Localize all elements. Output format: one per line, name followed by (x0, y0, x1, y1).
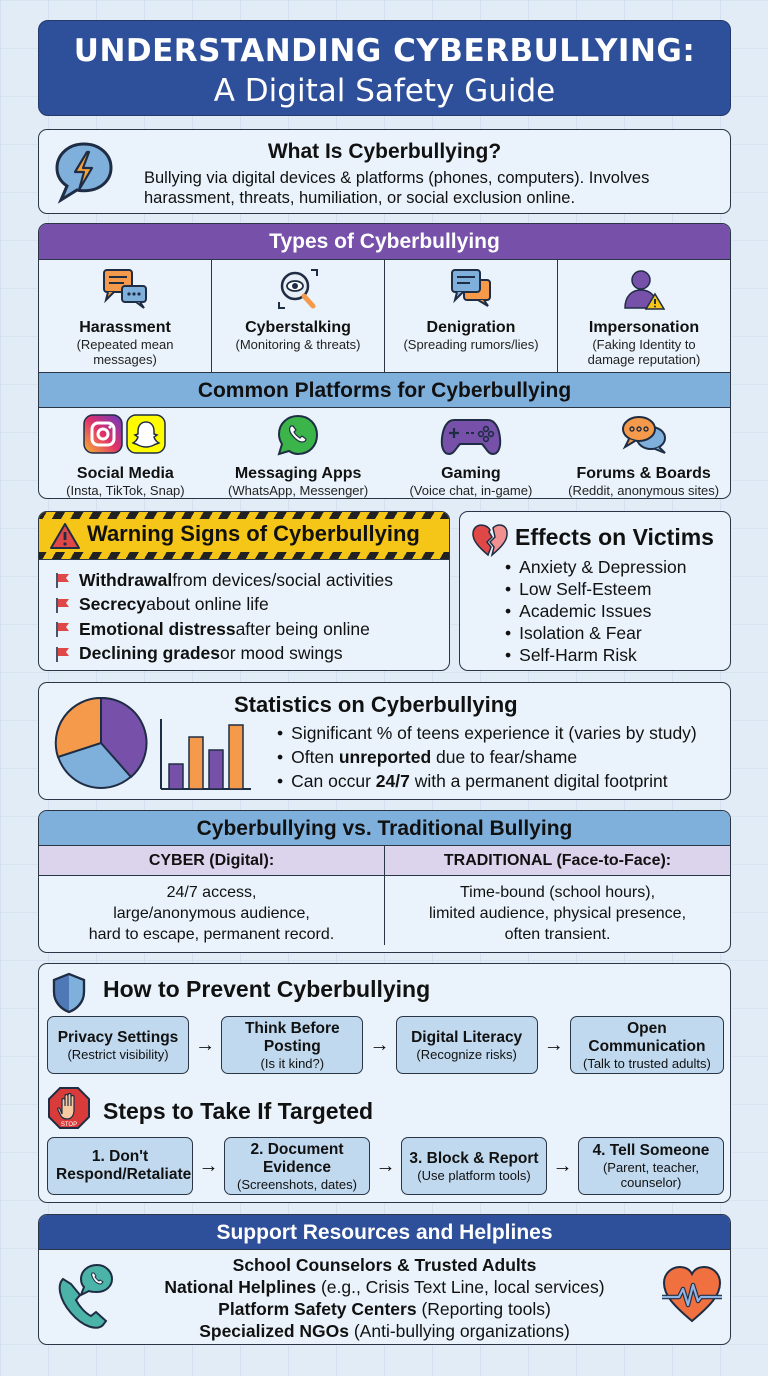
support-item: Platform Safety Centers (Reporting tools) (218, 1299, 551, 1319)
speech-bubbles-icon (448, 268, 494, 310)
effects-section (459, 511, 731, 671)
prevent-step-literacy: Digital Literacy (Recognize risks) (396, 1016, 538, 1074)
support-item: School Counselors & Trusted Adults (232, 1255, 537, 1275)
svg-text:STOP: STOP (60, 1122, 78, 1128)
platform-social-media (39, 408, 212, 499)
target-step-1: 1. Don't Respond/Retaliate (47, 1137, 193, 1195)
broken-heart-icon (470, 522, 510, 558)
type-harassment (39, 260, 212, 372)
platform-forums (557, 408, 730, 499)
arrow-icon: → (375, 1154, 396, 1177)
traditional-column (385, 846, 730, 945)
stats-heading: Statistics on Cyberbullying (234, 692, 518, 717)
target-step-2: 2. Document Evidence (Screenshots, dates) (224, 1137, 370, 1195)
warning-triangle-icon (49, 522, 81, 550)
traditional-line: Time-bound (school hours), (459, 884, 656, 901)
stat-item: • Significant % of teens experience it (varies by study) (277, 721, 697, 745)
effect-item: • Low Self-Esteem (505, 578, 686, 600)
effect-item: • Anxiety & Depression (505, 556, 686, 578)
effects-heading: Effects on Victims (515, 524, 714, 550)
heartbeat-icon (661, 1265, 723, 1325)
red-flag-icon (55, 621, 71, 637)
support-section (38, 1214, 731, 1345)
arrow-icon: → (552, 1154, 573, 1177)
type-desc: (Faking Identity to damage reputation) (587, 337, 701, 367)
magnifier-eye-icon (275, 268, 321, 310)
effect-item: • Academic Issues (505, 600, 686, 622)
warning-item: Emotional distress after being online (55, 617, 449, 642)
type-desc: (Monitoring & threats) (235, 337, 361, 352)
arrow-icon: → (198, 1154, 219, 1177)
shield-icon (51, 972, 87, 1014)
arrow-icon: → (195, 1033, 216, 1056)
target-step-3: 3. Block & Report (Use platform tools) (401, 1137, 547, 1195)
prevent-step-communication: Open Communication (Talk to trusted adults) (570, 1016, 724, 1074)
page-title: UNDERSTANDING CYBERBULLYING: (73, 33, 696, 69)
prevent-step-think: Think Before Posting (Is it kind?) (221, 1016, 363, 1074)
phone-chat-icon (53, 1261, 117, 1333)
warning-signs-section (38, 511, 450, 671)
platform-desc: (WhatsApp, Messenger) (228, 483, 369, 498)
effect-item: • Isolation & Fear (505, 622, 686, 644)
type-impersonation (558, 260, 730, 372)
arrow-icon: → (543, 1033, 564, 1056)
person-warning-icon (621, 268, 667, 310)
page-subtitle: A Digital Safety Guide (213, 73, 556, 109)
cyber-line: large/anonymous audience, (113, 905, 310, 922)
red-flag-icon (55, 646, 71, 662)
support-heading: Support Resources and Helplines (39, 1215, 730, 1250)
gamepad-icon (440, 414, 502, 456)
type-label: Denigration (426, 319, 516, 336)
warning-item: Secrecy about online life (55, 593, 449, 618)
platform-gaming (385, 408, 558, 499)
comparison-section (38, 810, 731, 953)
effect-item: • Self-Harm Risk (505, 644, 686, 666)
forum-bubbles-icon (619, 414, 669, 456)
platform-desc: (Voice chat, in-game) (409, 483, 533, 498)
warning-item: Declining grades or mood swings (55, 642, 449, 667)
cyber-column (39, 846, 385, 945)
type-label: Impersonation (588, 319, 700, 336)
platform-messaging-apps (212, 408, 385, 499)
cyber-label: CYBER (Digital): (39, 846, 384, 876)
platforms-heading: Common Platforms for Cyberbullying (39, 372, 730, 408)
traditional-line: often transient. (504, 926, 611, 943)
stop-hand-icon (47, 1086, 91, 1130)
arrow-icon: → (369, 1033, 390, 1056)
warning-item: Withdrawal from devices/social activities (55, 568, 449, 593)
type-desc: (Spreading rumors/lies) (403, 337, 539, 352)
type-cyberstalking (212, 260, 385, 372)
types-heading: Types of Cyberbullying (39, 224, 730, 260)
support-item: National Helplines (e.g., Crisis Text Line, local services) (164, 1277, 605, 1297)
red-flag-icon (55, 597, 71, 613)
stat-item: • Can occur 24/7 with a permanent digital footprint (277, 769, 697, 793)
target-step-4: 4. Tell Someone (Parent, teacher, counselor) (578, 1137, 724, 1195)
type-denigration (385, 260, 558, 372)
platform-label: Forums & Boards (576, 465, 711, 482)
what-body: Bullying via digital devices & platforms (phones, computers). Involves harassment, threats, humiliation, or social exclusion online. (144, 169, 650, 207)
whatsapp-icon (276, 414, 320, 456)
what-heading: What Is Cyberbullying? (267, 140, 502, 163)
traditional-line: limited audience, physical presence, (428, 905, 687, 922)
prevent-step-privacy: Privacy Settings (Restrict visibility) (47, 1016, 189, 1074)
stat-item: • Often unreported due to fear/shame (277, 745, 697, 769)
what-is-section (38, 129, 731, 214)
platform-desc: (Insta, TikTok, Snap) (66, 483, 185, 498)
warning-heading: Warning Signs of Cyberbullying (87, 521, 420, 546)
types-platforms-section (38, 223, 731, 499)
platform-label: Messaging Apps (234, 465, 362, 482)
type-label: Cyberstalking (245, 319, 351, 336)
traditional-label: TRADITIONAL (Face-to-Face): (385, 846, 730, 876)
instagram-snapchat-icon (82, 414, 168, 456)
pie-chart-illustration (53, 695, 149, 791)
support-item: Specialized NGOs (Anti-bullying organizations) (199, 1321, 570, 1341)
comparison-heading: Cyberbullying vs. Traditional Bullying (39, 811, 730, 846)
cyber-line: 24/7 access, (166, 884, 257, 901)
type-desc: (Repeated mean messages) (76, 337, 174, 367)
statistics-section (38, 682, 731, 800)
chat-bubbles-icon (102, 268, 148, 310)
title-banner (38, 20, 731, 116)
platform-label: Social Media (76, 465, 174, 482)
prevent-heading: How to Prevent Cyberbullying (103, 976, 431, 1002)
cyber-line: hard to escape, permanent record. (88, 926, 335, 943)
targeted-heading: Steps to Take If Targeted (103, 1098, 374, 1124)
prevention-section (38, 963, 731, 1203)
bar-chart-illustration (159, 719, 251, 791)
platform-label: Gaming (441, 465, 501, 482)
red-flag-icon (55, 572, 71, 588)
type-label: Harassment (79, 319, 171, 336)
platform-desc: (Reddit, anonymous sites) (568, 483, 720, 498)
